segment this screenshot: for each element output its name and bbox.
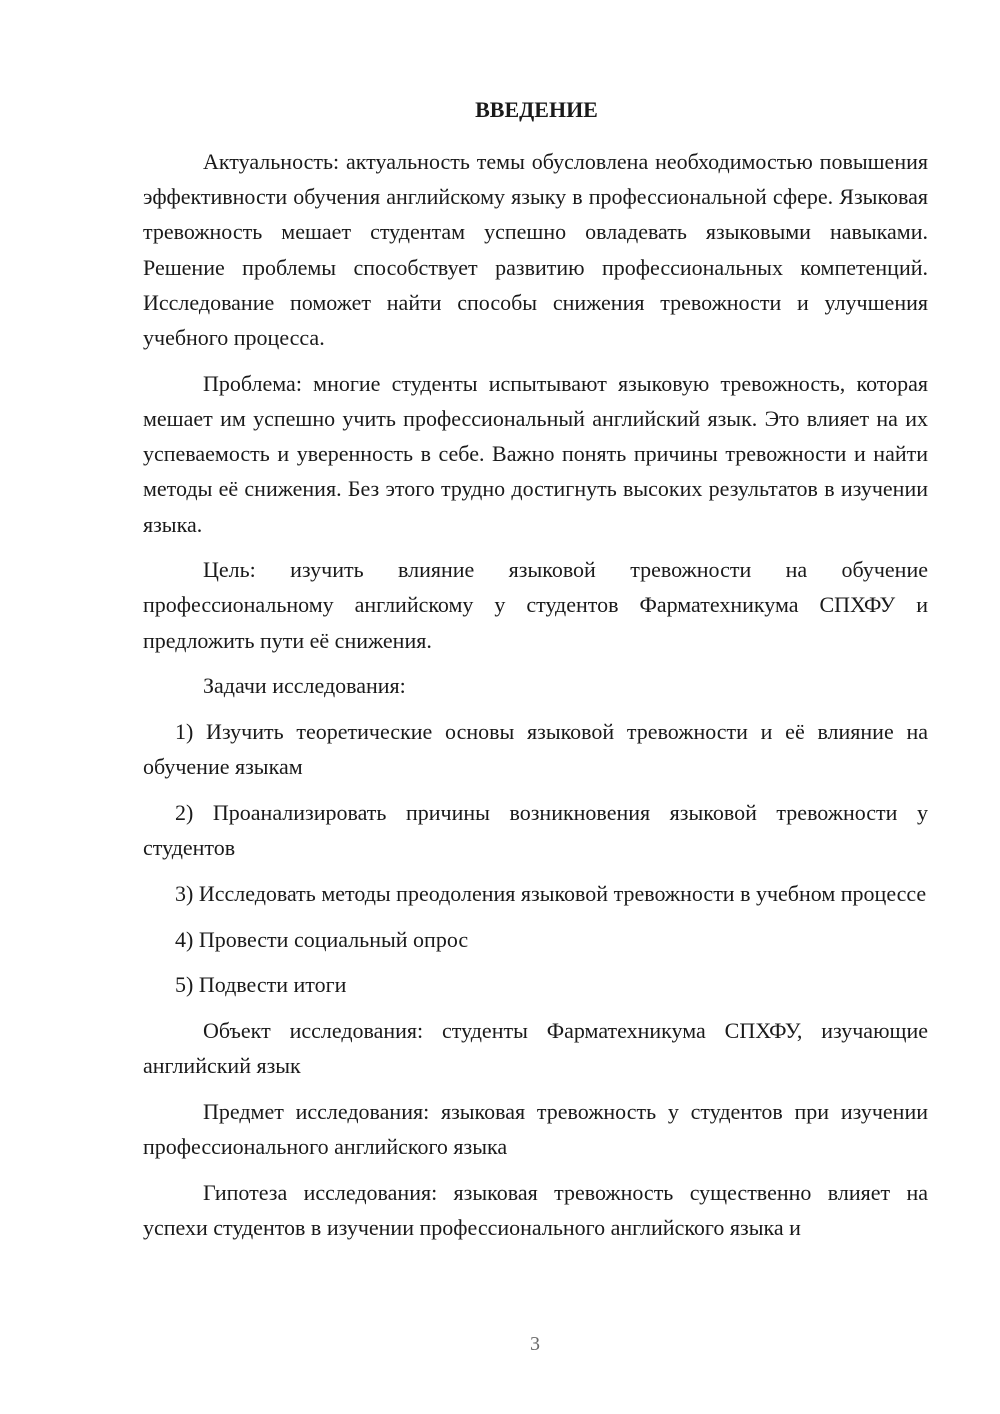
document-page bbox=[143, 94, 928, 1256]
section-title: ВВЕДЕНИЕ bbox=[475, 97, 598, 122]
paragraph-hypothesis: Гипотеза исследования: языковая тревожность существенно влияет на успехи студентов в изучении профессионального английского языка и bbox=[143, 1179, 928, 1240]
paragraph-object: Объект исследования: студенты Фарматехникума СПХФУ, изучающие английский язык bbox=[143, 1017, 928, 1079]
task-item: 3) Исследовать методы преодоления языковой тревожности в учебном процессе bbox=[175, 880, 927, 906]
task-item: 5) Подвести итоги bbox=[175, 972, 347, 998]
paragraph-relevance: Актуальность: актуальность темы обусловлена необходимостью повышения эффективности обучения английскому языку в профессиональной сфере. Языковая тревожность мешает студентам успешно овладевать языковыми навыками. Решение проблемы способствует развитию профессиональных компетенций. Исследование поможет найти способы снижения тревожности и улучшения учебного процесса. bbox=[143, 149, 928, 351]
task-item: 4) Провести социальный опрос bbox=[175, 926, 469, 952]
paragraph-tasks-heading: Задачи исследования: bbox=[203, 673, 406, 699]
paragraph-subject: Предмет исследования: языковая тревожность у студентов при изучении профессионального английского языка bbox=[143, 1098, 928, 1160]
paragraph-goal: Цель: изучить влияние языковой тревожности на обучение профессиональному английскому у студентов Фарматехникума СПХФУ и предложить пути её снижения. bbox=[143, 557, 928, 653]
page-number: 3 bbox=[530, 1333, 540, 1355]
paragraph-problem: Проблема: многие студенты испытывают языковую тревожность, которая мешает им успешно учить профессиональный английский язык. Это влияет на их успеваемость и уверенность в себе. Важно понять причины тревожности и найти методы её снижения. Без этого трудно достигнуть высоких результатов в изучении языка. bbox=[143, 370, 928, 537]
task-item: 1) Изучить теоретические основы языковой тревожности и её влияние на обучение языкам bbox=[143, 719, 928, 780]
task-item: 2) Проанализировать причины возникновения языковой тревожности у студентов bbox=[143, 799, 928, 861]
